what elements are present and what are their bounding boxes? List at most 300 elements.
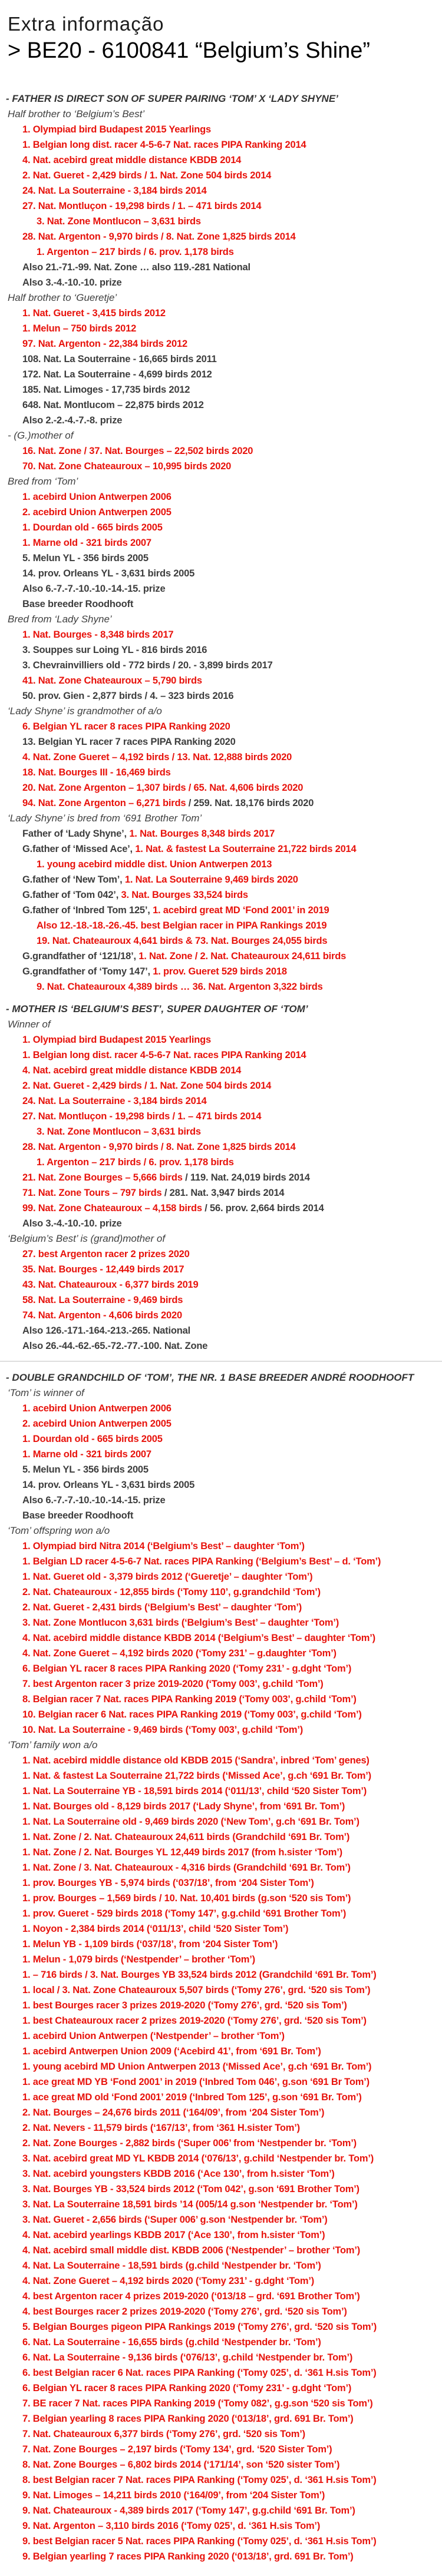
line-segment: 3. Nat. Zone Montlucon – 3,631 birds: [37, 1126, 201, 1137]
pedigree-line: [6, 352, 442, 367]
line-segment: 43. Nat. Chateauroux - 6,377 birds 2019: [22, 1279, 199, 1290]
pedigree-line: [6, 1753, 442, 1768]
pedigree-line: [6, 1783, 442, 1799]
line-segment: 1. acebird Union Antwerpen 2006: [22, 1403, 171, 1414]
subsection-label: ‘Lady Shyne’ is grandmother of a/o: [8, 705, 162, 717]
line-segment: G.father of ‘Inbred Tom 125’,: [22, 905, 153, 916]
line-segment: 8. best Belgian racer 7 Nat. races PIPA Ranking (‘Tomy 025’, d. ‘361 H.sis Tom’): [22, 2475, 377, 2485]
line-segment: 3. Nat. acebird youngsters KBDB 2016 (‘Ace 130’, from h.sister ‘Tom’): [22, 2169, 335, 2179]
pedigree-line: [6, 1646, 442, 1661]
pedigree-line: [6, 122, 442, 137]
pedigree-line: [6, 1477, 442, 1493]
pedigree-line: [6, 903, 442, 918]
line-segment: Also 126.-171.-164.-213.-265. National: [22, 1325, 190, 1336]
pedigree-line: [6, 1814, 442, 1829]
line-segment: Base breeder Roodhooft: [22, 1510, 134, 1521]
line-segment: 13. Belgian YL racer 7 races PIPA Ranking 2020: [22, 737, 236, 747]
line-segment: 1. young acebird MD Union Antwerpen 2013 (‘Missed Ace’, g.ch ‘691 Br. Tom’): [22, 2061, 372, 2072]
pedigree-line: [6, 1216, 442, 1231]
line-segment: 3. Nat. La Souterraine 18,591 birds ’14 (005/14 g.son ‘Nestpender br. ‘Tom’): [22, 2199, 358, 2210]
pedigree-line: [6, 765, 442, 780]
pedigree-line: [6, 1201, 442, 1216]
line-segment: 1. Belgian long dist. racer 4-5-6-7 Nat. races PIPA Ranking 2014: [22, 140, 306, 150]
line-segment: 24. Nat. La Souterraine - 3,184 birds 2014: [22, 185, 207, 196]
subsection-label: ‘Lady Shyne’ is bred from ‘691 Brother Tom’: [8, 813, 202, 824]
pedigree-line: [6, 2396, 442, 2411]
pedigree-line: [6, 306, 442, 321]
pedigree-line: [6, 1338, 442, 1354]
pedigree-line: [6, 780, 442, 795]
line-segment: 8. Nat. Zone Bourges – 6,802 birds 2014 (‘171/14’, son ‘520 sister Tom’): [22, 2459, 340, 2470]
pedigree-line: [6, 214, 442, 229]
line-segment: 7. best Argenton racer 3 prize 2019-2020 (‘Tomy 003’, g.child ‘Tom’): [22, 1679, 324, 1689]
line-segment: Also 6.-7.-7.-10.-10.-14.-15. prize: [22, 1495, 166, 1506]
pedigree-line: [6, 198, 442, 214]
line-segment: 7. Nat. Chateauroux 6,377 birds (‘Tomy 276’, grd. ‘520 sis Tom’): [22, 2429, 305, 2439]
pedigree-line: [6, 2013, 442, 2028]
pedigree-line: [6, 367, 442, 382]
line-segment: 4. Nat. acebird great middle distance KBDB 2014: [22, 155, 242, 165]
subsection-label: ‘Belgium’s Best’ is (grand)mother of: [8, 1233, 166, 1244]
pedigree-line: [6, 2350, 442, 2365]
pedigree-line: [6, 1860, 442, 1875]
line-segment: 24. Nat. La Souterraine - 3,184 birds 2014: [22, 1096, 207, 1106]
pedigree-line: [6, 1093, 442, 1109]
pedigree-line: [6, 1891, 442, 1906]
pedigree-line: [6, 750, 442, 765]
line-segment: Base breeder Roodhooft: [22, 599, 134, 609]
pedigree-line: [6, 1937, 442, 1952]
pedigree-line: [6, 872, 442, 887]
pedigree-line: [6, 336, 442, 352]
line-segment: 2. acebird Union Antwerpen 2005: [22, 507, 171, 518]
subsection-label: ‘Tom’ is winner of: [8, 1387, 84, 1398]
pedigree-line: [6, 2028, 442, 2044]
page-header: [0, 0, 442, 62]
pedigree-line: [6, 1246, 442, 1262]
pedigree-line: [6, 2059, 442, 2074]
line-segment: 185. Nat. Limoges - 17,735 birds 2012: [22, 384, 190, 395]
pedigree-line: [6, 2182, 442, 2197]
line-segment: 1. Nat. Bourges old - 8,129 birds 2017 (‘Lady Shyne’, from ‘691 Br. Tom’): [22, 1801, 345, 1812]
line-segment: G.father of ‘Tom 042’,: [22, 890, 121, 900]
pedigree-line: [6, 2212, 442, 2227]
pedigree-line: [6, 1124, 442, 1139]
pedigree-line: [6, 1921, 442, 1937]
line-segment: 18. Nat. Bourges III - 16,469 birds: [22, 767, 171, 778]
line-segment: 28. Nat. Argenton - 9,970 birds / 8. Nat. Zone 1,825 birds 2014: [22, 1142, 296, 1152]
line-segment: 7. BE racer 7 Nat. races PIPA Ranking 2019 (‘Tomy 082’, g.g.son ‘520 sis Tom’): [22, 2398, 373, 2409]
pedigree-line: [6, 183, 442, 198]
line-segment: 1. Nat. & fastest La Souterraine 21,722 birds (‘Missed Ace’, g.ch ‘691 Br. Tom’): [22, 1771, 371, 1781]
line-segment: 1. Melun YB - 1,109 birds (‘037/18’, from ‘204 Sister Tom’): [22, 1939, 278, 1950]
line-segment: 6. Nat. La Souterraine - 16,655 birds (g.child ‘Nestpender br. ‘Tom’): [22, 2337, 321, 2348]
pedigree-line: [6, 1078, 442, 1093]
line-segment: 6. Belgian YL racer 8 races PIPA Ranking 2020 (‘Tomy 231’ - g.dght ‘Tom’): [22, 1663, 352, 1674]
pedigree-line: [6, 1554, 442, 1569]
line-segment: 1. prov. Gueret - 529 birds 2018 (‘Tomy 147’, g.g.child ‘691 Brother Tom’): [22, 1908, 347, 1919]
pedigree-line: [6, 1584, 442, 1600]
section-heading: - DOUBLE GRANDCHILD OF ‘TOM’, THE NR. 1 BASE BREEDER ANDRÉ ROODHOOFT: [6, 1372, 414, 1383]
pedigree-line: [6, 1155, 442, 1170]
line-segment: Also 3.-4.-10.-10. prize: [22, 277, 122, 288]
pedigree-section: [6, 91, 442, 994]
line-segment: 1. Noyon - 2,384 birds 2014 (‘011/13’, child ‘520 Sister Tom’): [22, 1924, 289, 1934]
pedigree-line: [6, 2335, 442, 2350]
pedigree-line: [6, 642, 442, 658]
line-segment: 3. Nat. Zone Montlucon 3,631 birds (‘Belgium’s Best’ – daughter ‘Tom’): [22, 1617, 339, 1628]
pedigree-line: [6, 1722, 442, 1738]
pedigree-line: [6, 627, 442, 642]
pedigree-line: [6, 2090, 442, 2105]
line-segment: 1. acebird great MD ‘Fond 2001’ in 2019: [153, 905, 329, 916]
pedigree-line: [6, 1032, 442, 1047]
pedigree-line: [6, 2136, 442, 2151]
line-segment: 1. Nat. La Souterraine YB - 18,591 birds 2014 (‘011/13’, child ‘520 Sister Tom’): [22, 1786, 367, 1796]
line-segment: 1. acebird Union Antwerpen 2006: [22, 492, 171, 502]
section-heading: - FATHER IS DIRECT SON OF SUPER PAIRING ‘TOM’ X ‘LADY SHYNE’: [6, 93, 338, 104]
line-segment: 1. Nat. Zone / 3. Nat. Chateauroux - 4,316 birds (Grandchild ‘691 Br. Tom’): [22, 1862, 351, 1873]
pedigree-line: [6, 229, 442, 244]
line-segment: / 56. prov. 2,664 birds 2014: [204, 1203, 324, 1214]
line-segment: 1. prov. Bourges YB - 5,974 birds (‘037/18’, from ‘204 Sister Tom’): [22, 1878, 314, 1888]
pedigree-line: [6, 1170, 442, 1185]
line-segment: 1. Nat. & fastest La Souterraine 21,722 birds 2014: [135, 844, 357, 854]
pedigree-line: [6, 2534, 442, 2549]
pedigree-line: [6, 1416, 442, 1431]
line-segment: 1. Nat. Gueret - 3,415 birds 2012: [22, 308, 166, 319]
pedigree-line: [6, 2472, 442, 2488]
pedigree-line: [6, 673, 442, 688]
line-segment: 1. best Bourges racer 3 prizes 2019-2020 (‘Tomy 276’, grd. ‘520 sis Tom’): [22, 2000, 347, 2011]
line-segment: 648. Nat. Montlucom – 22,875 birds 2012: [22, 400, 204, 410]
line-segment: 2. Nat. Zone Bourges - 2,882 birds (‘Super 006’ from ‘Nestpender br. ‘Tom’): [22, 2138, 357, 2149]
pedigree-line: [6, 1845, 442, 1860]
line-segment: Also 2.-2.-4.-7.-8. prize: [22, 415, 123, 426]
line-segment: 97. Nat. Argenton - 22,384 birds 2012: [22, 339, 187, 349]
line-segment: 2. Nat. Chateauroux - 12,855 birds (‘Tomy 110’, g.grandchild ‘Tom’): [22, 1587, 321, 1597]
line-segment: 8. Belgian racer 7 Nat. races PIPA Ranking 2019 (‘Tomy 003’, g.child ‘Tom’): [22, 1694, 357, 1705]
line-segment: 1. Argenton – 217 birds / 6. prov. 1,178 birds: [37, 247, 234, 257]
pedigree-line: [6, 152, 442, 168]
pedigree-line: [6, 2243, 442, 2258]
line-segment: 94. Nat. Zone Argenton – 6,271 birds: [22, 798, 189, 808]
line-segment: 4. Nat. acebird great middle distance KBDB 2014: [22, 1065, 242, 1076]
line-segment: 1. prov. Gueret 529 birds 2018: [153, 966, 287, 977]
line-segment: 5. Belgian Bourges pigeon PIPA Rankings 2019 (‘Tomy 276’, grd. ‘520 sis Tom’): [22, 2322, 377, 2332]
pedigree-line: [6, 949, 442, 964]
line-segment: 1. acebird Antwerpen Union 2009 (‘Acebird 41’, from ‘691 Br. Tom’): [22, 2046, 321, 2057]
pedigree-line: [6, 1967, 442, 1982]
pedigree-line: [6, 1829, 442, 1845]
pedigree-line: [6, 1185, 442, 1201]
pedigree-line: [6, 1109, 442, 1124]
pedigree-line: [6, 2197, 442, 2212]
line-segment: 1. Belgian LD racer 4-5-6-7 Nat. races PIPA Ranking (‘Belgium’s Best’ – d. ‘Tom’): [22, 1556, 381, 1567]
pedigree-line: [6, 826, 442, 841]
line-segment: 9. best Belgian racer 5 Nat. races PIPA Ranking (‘Tomy 025’, d. ‘361 H.sis Tom’): [22, 2536, 377, 2547]
pedigree-line: [6, 2044, 442, 2059]
pedigree-line: [6, 1063, 442, 1078]
line-segment: 35. Nat. Bourges - 12,449 birds 2017: [22, 1264, 184, 1275]
pedigree-line: [6, 2120, 442, 2136]
pedigree-line: [6, 2503, 442, 2518]
pedigree-line: [6, 2426, 442, 2442]
pedigree-line: [6, 505, 442, 520]
line-segment: 1. local / 3. Nat. Zone Chateauroux 5,507 birds (‘Tomy 276’, grd. ‘520 sis Tom’): [22, 1985, 371, 1995]
pedigree-line: [6, 2105, 442, 2120]
pedigree-line: [6, 397, 442, 413]
pedigree-line: [6, 1401, 442, 1416]
line-segment: Also 6.-7.-7.-10.-10.-14.-15. prize: [22, 584, 166, 594]
line-segment: 27. Nat. Montluçon - 19,298 birds / 1. – 471 birds 2014: [22, 1111, 262, 1122]
pedigree-line: [6, 168, 442, 183]
line-segment: 3. Nat. Bourges YB - 33,524 birds 2012 (‘Tom 042’, g.son ‘691 Brother Tom’): [22, 2184, 359, 2194]
subsection-label: Half brother to ‘Belgium’s Best’: [8, 108, 145, 120]
pedigree-line: [6, 2074, 442, 2090]
subsection-label: Bred from ‘Lady Shyne’: [8, 614, 112, 625]
line-segment: 4. best Argenton racer 4 prizes 2019-2020 (‘013/18 – grd. ‘691 Brother Tom’): [22, 2291, 360, 2302]
section-heading: - MOTHER IS ‘BELGIUM’S BEST’, SUPER DAUGHTER OF ‘TOM’: [6, 1003, 308, 1015]
pedigree-line: [6, 1508, 442, 1523]
line-segment: 41. Nat. Zone Chateauroux – 5,790 birds: [22, 675, 202, 686]
line-segment: 1. Nat. La Souterraine old - 9,469 birds 2020 (‘New Tom’, g.ch ‘691 Br. Tom’): [22, 1816, 359, 1827]
pedigree-line: [6, 137, 442, 152]
pedigree-line: [6, 2411, 442, 2426]
pedigree-line: [6, 933, 442, 949]
line-segment: G.grandfather of ‘Tomy 147’,: [22, 966, 153, 977]
pedigree-line: [6, 275, 442, 290]
pedigree-line: [6, 964, 442, 979]
line-segment: 4. Nat. Zone Gueret – 4,192 birds / 13. Nat. 12,888 birds 2020: [22, 752, 292, 762]
pedigree-line: [6, 2258, 442, 2273]
line-segment: 20. Nat. Zone Argenton – 1,307 birds / 65. Nat. 4,606 birds 2020: [22, 783, 304, 793]
pedigree-line: [6, 1952, 442, 1967]
line-segment: 1. – 716 birds / 3. Nat. Bourges YB 33,524 birds 2012 (Grandchild ‘691 Br. Tom’): [22, 1970, 377, 1980]
line-segment: 71. Nat. Zone Tours – 797 birds: [22, 1188, 164, 1198]
line-segment: 1. Nat. Bourges 8,348 birds 2017: [129, 828, 275, 839]
line-segment: 1. Nat. Zone / 2. Nat. Chateauroux 24,611 birds: [138, 951, 347, 962]
line-segment: 4. Nat. acebird small middle dist. KBDB 2006 (‘Nestpender’ – brother ‘Tom’): [22, 2245, 361, 2256]
line-segment: 16. Nat. Zone / 37. Nat. Bourges – 22,502 birds 2020: [22, 446, 253, 456]
line-segment: 1. best Chateauroux racer 2 prizes 2019-2020 (‘Tomy 276’, grd. ‘520 sis Tom’): [22, 2015, 367, 2026]
line-segment: 27. Nat. Montluçon - 19,298 birds / 1. – 471 birds 2014: [22, 201, 262, 211]
line-segment: 9. Nat. Limoges – 14,211 birds 2010 (‘164/09’, from ‘204 Sister Tom’): [22, 2490, 325, 2501]
pedigree-line: [6, 2442, 442, 2457]
line-segment: 6. Belgian YL racer 8 races PIPA Ranking 2020 (‘Tomy 231’ - g.dght ‘Tom’): [22, 2383, 352, 2393]
subsection-label: ‘Tom’ family won a/o: [8, 1739, 98, 1751]
line-segment: 14. prov. Orleans YL - 3,631 birds 2005: [22, 1480, 195, 1490]
pedigree-line: [6, 734, 442, 750]
line-segment: 1. Marne old - 321 birds 2007: [22, 538, 151, 548]
pedigree-line: [6, 2518, 442, 2534]
pedigree-line: [6, 1047, 442, 1063]
line-segment: 172. Nat. La Souterraine - 4,699 birds 2012: [22, 369, 212, 380]
line-segment: 28. Nat. Argenton - 9,970 birds / 8. Nat. Zone 1,825 birds 2014: [22, 231, 296, 242]
pedigree-line: [6, 260, 442, 275]
pedigree-line: [6, 1998, 442, 2013]
pedigree-line: [6, 1982, 442, 1998]
line-segment: / 259. Nat. 18,176 birds 2020: [188, 798, 314, 808]
pedigree-line: [6, 1707, 442, 1722]
line-segment: 10. Belgian racer 6 Nat. races PIPA Ranking 2019 (‘Tomy 003’, g.child ‘Tom’): [22, 1709, 362, 1720]
pedigree-line: [6, 1431, 442, 1447]
line-segment: 14. prov. Orleans YL - 3,631 birds 2005: [22, 568, 195, 579]
pedigree-line: [6, 1615, 442, 1630]
pedigree-line: [6, 2488, 442, 2503]
pedigree-content: [0, 62, 442, 2575]
line-segment: Also 12.-18.-18.-26.-45. best Belgian racer in PIPA Rankings 2019: [37, 920, 327, 931]
pedigree-line: [6, 2381, 442, 2396]
line-segment: 4. Nat. Zone Gueret – 4,192 birds 2020 (‘Tomy 231’ – g.daughter ‘Tom’): [22, 1648, 337, 1659]
pedigree-line: [6, 2227, 442, 2243]
line-segment: 4. best Bourges racer 2 prizes 2019-2020 (‘Tomy 276’, grd. ‘520 sis Tom’): [22, 2306, 347, 2317]
subsection-label: ‘Tom’ offspring won a/o: [8, 1525, 110, 1536]
line-segment: 1. Dourdan old - 665 birds 2005: [22, 522, 163, 533]
pedigree-line: [6, 1539, 442, 1554]
line-segment: 3. Nat. Gueret - 2,656 birds (‘Super 006’ g.son ‘Nestpender br. ‘Tom’): [22, 2214, 328, 2225]
pedigree-line: [6, 489, 442, 505]
pedigree-line: [6, 1600, 442, 1615]
line-segment: 9. Nat. Chateauroux 4,389 birds … 36. Nat. Argenton 3,322 birds: [37, 982, 323, 992]
pedigree-line: [6, 1308, 442, 1323]
pedigree-line: [6, 2273, 442, 2289]
pedigree-line: [6, 1262, 442, 1277]
line-segment: Also 3.-4.-10.-10. prize: [22, 1218, 122, 1229]
pedigree-line: [6, 658, 442, 673]
line-segment: 1. ace great MD YB ‘Fond 2001’ in 2019 (‘Inbred Tom 046’, g.son ‘691 Br Tom’): [22, 2077, 370, 2087]
page-title: Extra informação: [8, 13, 164, 35]
line-segment: 4. Nat. acebird middle distance KBDB 2014 (‘Belgium’s Best’ – daughter ‘Tom’): [22, 1633, 375, 1643]
pedigree-line: [6, 535, 442, 551]
pedigree-section: [6, 1370, 442, 2564]
pedigree-line: [6, 1139, 442, 1155]
line-segment: 2. Nat. Bourges – 24,676 birds 2011 (‘164/09’, from ‘204 Sister Tom’): [22, 2107, 325, 2118]
line-segment: / 281. Nat. 3,947 birds 2014: [164, 1188, 285, 1198]
line-segment: 4. Nat. La Souterraine - 18,591 birds (g.child ‘Nestpender br. ‘Tom’): [22, 2260, 321, 2271]
subsection-label: Winner of: [8, 1019, 51, 1030]
pedigree-line: [6, 1462, 442, 1477]
line-segment: 99. Nat. Zone Chateauroux – 4,158 birds: [22, 1203, 205, 1214]
line-segment: 7. Nat. Zone Bourges – 2,197 birds (‘Tomy 134’, grd. ‘520 Sister Tom’): [22, 2444, 332, 2455]
line-segment: 1. Melun - 1,079 birds (‘Nestpender’ – brother ‘Tom’): [22, 1954, 255, 1965]
line-segment: 2. acebird Union Antwerpen 2005: [22, 1418, 171, 1429]
pedigree-line: [6, 1630, 442, 1646]
line-segment: 1. ace great MD old ‘Fond 2001’ 2019 (‘Inbred Tom 125’, g.son ‘691 Br. Tom’): [22, 2092, 362, 2103]
line-segment: 2. Nat. Gueret - 2,429 birds / 1. Nat. Zone 504 birds 2014: [22, 170, 272, 181]
line-segment: 6. Belgian YL racer 8 races PIPA Ranking 2020: [22, 721, 230, 732]
pedigree-line: [6, 1799, 442, 1814]
line-segment: 3. Nat. acebird great MD YL KBDB 2014 (‘076/13’, g.child ‘Nestpender br. Tom’): [22, 2153, 374, 2164]
line-segment: 1. Melun – 750 birds 2012: [22, 323, 137, 334]
pedigree-line: [6, 2319, 442, 2335]
pedigree-line: [6, 887, 442, 903]
pedigree-line: [6, 520, 442, 535]
pedigree-line: [6, 321, 442, 336]
pedigree-line: [6, 1676, 442, 1692]
pedigree-line: [6, 1447, 442, 1462]
pedigree-line: [6, 2289, 442, 2304]
pedigree-line: [6, 1692, 442, 1707]
pedigree-line: [6, 413, 442, 428]
line-segment: 1. Marne old - 321 birds 2007: [22, 1449, 151, 1460]
pedigree-line: [6, 581, 442, 596]
line-segment: 2. Nat. Gueret - 2,429 birds / 1. Nat. Zone 504 birds 2014: [22, 1080, 272, 1091]
pedigree-line: [6, 795, 442, 811]
pedigree-line: [6, 1875, 442, 1891]
subsection-label: Bred from ‘Tom’: [8, 476, 78, 487]
line-segment: 50. prov. Gien - 2,877 birds / 4. – 323 birds 2016: [22, 691, 234, 701]
line-segment: 21. Nat. Zone Bourges – 5,666 birds: [22, 1172, 186, 1183]
pedigree-line: [6, 382, 442, 397]
line-segment: 1. Olympiad bird Budapest 2015 Yearlings: [22, 1035, 211, 1045]
pedigree-line: [6, 1906, 442, 1921]
line-segment: 1. Nat. Bourges - 8,348 birds 2017: [22, 629, 174, 640]
pedigree-line: [6, 857, 442, 872]
pedigree-line: [6, 2365, 442, 2381]
line-segment: 1. Dourdan old - 665 birds 2005: [22, 1434, 163, 1444]
pedigree-line: [6, 1661, 442, 1676]
line-segment: 19. Nat. Chateauroux 4,641 birds & 73. Nat. Bourges 24,055 birds: [37, 936, 328, 946]
line-segment: 74. Nat. Argenton - 4,606 birds 2020: [22, 1310, 182, 1321]
line-segment: 5. Melun YL - 356 birds 2005: [22, 553, 149, 563]
line-segment: 3. Nat. Zone Montlucon – 3,631 birds: [37, 216, 201, 227]
pedigree-line: [6, 841, 442, 857]
subsection-label: - (G.)mother of: [8, 430, 74, 441]
line-segment: 3. Souppes sur Loing YL - 816 birds 2016: [22, 645, 207, 655]
pedigree-line: [6, 719, 442, 734]
line-segment: 1. Belgian long dist. racer 4-5-6-7 Nat. races PIPA Ranking 2014: [22, 1050, 306, 1060]
subsection-label: Half brother to ‘Gueretje’: [8, 292, 117, 303]
pedigree-line: [6, 443, 442, 459]
pedigree-line: [6, 596, 442, 612]
pedigree-line: [6, 566, 442, 581]
pedigree-section: [6, 1002, 442, 1354]
line-segment: 1. Olympiad bird Budapest 2015 Yearlings: [22, 124, 211, 135]
line-segment: 1. Nat. Gueret old - 3,379 birds 2012 (‘Gueretje’ – daughter ‘Tom’): [22, 1572, 313, 1582]
pedigree-line: [6, 551, 442, 566]
line-segment: 1. Nat. La Souterraine 9,469 birds 2020: [124, 874, 298, 885]
pedigree-line: [6, 918, 442, 933]
line-segment: 1. acebird Union Antwerpen (‘Nestpender’ – brother ‘Tom’): [22, 2031, 285, 2041]
pedigree-line: [6, 1277, 442, 1292]
line-segment: 1. Nat. Zone / 2. Nat. Bourges YL 12,449 birds 2017 (from h.sister ‘Tom’): [22, 1847, 342, 1858]
line-segment: 4. Nat. Zone Gueret – 4,192 birds 2020 (‘Tomy 231’ - g.dght ‘Tom’): [22, 2276, 315, 2286]
line-segment: 7. Belgian yearling 8 races PIPA Ranking 2020 (‘013/18’, grd. 691 Br. Tom’): [22, 2413, 354, 2424]
line-segment: 70. Nat. Zone Chateauroux – 10,995 birds 2020: [22, 461, 232, 472]
pedigree-line: [6, 1768, 442, 1783]
line-segment: G.father of ‘New Tom’,: [22, 874, 125, 885]
pedigree-line: [6, 244, 442, 260]
line-segment: Father of ‘Lady Shyne’,: [22, 828, 130, 839]
pedigree-line: [6, 2151, 442, 2166]
line-segment: Also 26.-44.-62.-65.-72.-77.-100. Nat. Zone: [22, 1341, 208, 1351]
line-segment: G.grandfather of ‘121/18’,: [22, 951, 139, 962]
line-segment: 10. Nat. La Souterraine - 9,469 birds (‘Tomy 003’, g.child ‘Tom’): [22, 1725, 304, 1735]
line-segment: 58. Nat. La Souterraine - 9,469 birds: [22, 1295, 183, 1305]
line-segment: 9. Belgian yearling 7 races PIPA Ranking 2020 (‘013/18’, grd. 691 Br. Tom’): [22, 2551, 354, 2562]
line-segment: 1. Olympiad bird Nitra 2014 (‘Belgium’s Best’ – daughter ‘Tom’): [22, 1541, 305, 1551]
line-segment: 3. Chevrainvilliers old - 772 birds / 20. - 3,899 birds 2017: [22, 660, 273, 671]
line-segment: 1. young acebird middle dist. Union Antwerpen 2013: [37, 859, 272, 870]
record-subtitle: > BE20 - 6100841 “Belgium’s Shine”: [8, 38, 371, 63]
line-segment: / 119. Nat. 24,019 birds 2014: [185, 1172, 310, 1183]
line-segment: 9. Nat. Chateauroux - 4,389 birds 2017 (‘Tomy 147’, g.g.child ‘691 Br. Tom’): [22, 2505, 355, 2516]
pedigree-line: [6, 1569, 442, 1584]
pedigree-line: [6, 1493, 442, 1508]
pedigree-line: [6, 2166, 442, 2182]
pedigree-line: [6, 1323, 442, 1338]
